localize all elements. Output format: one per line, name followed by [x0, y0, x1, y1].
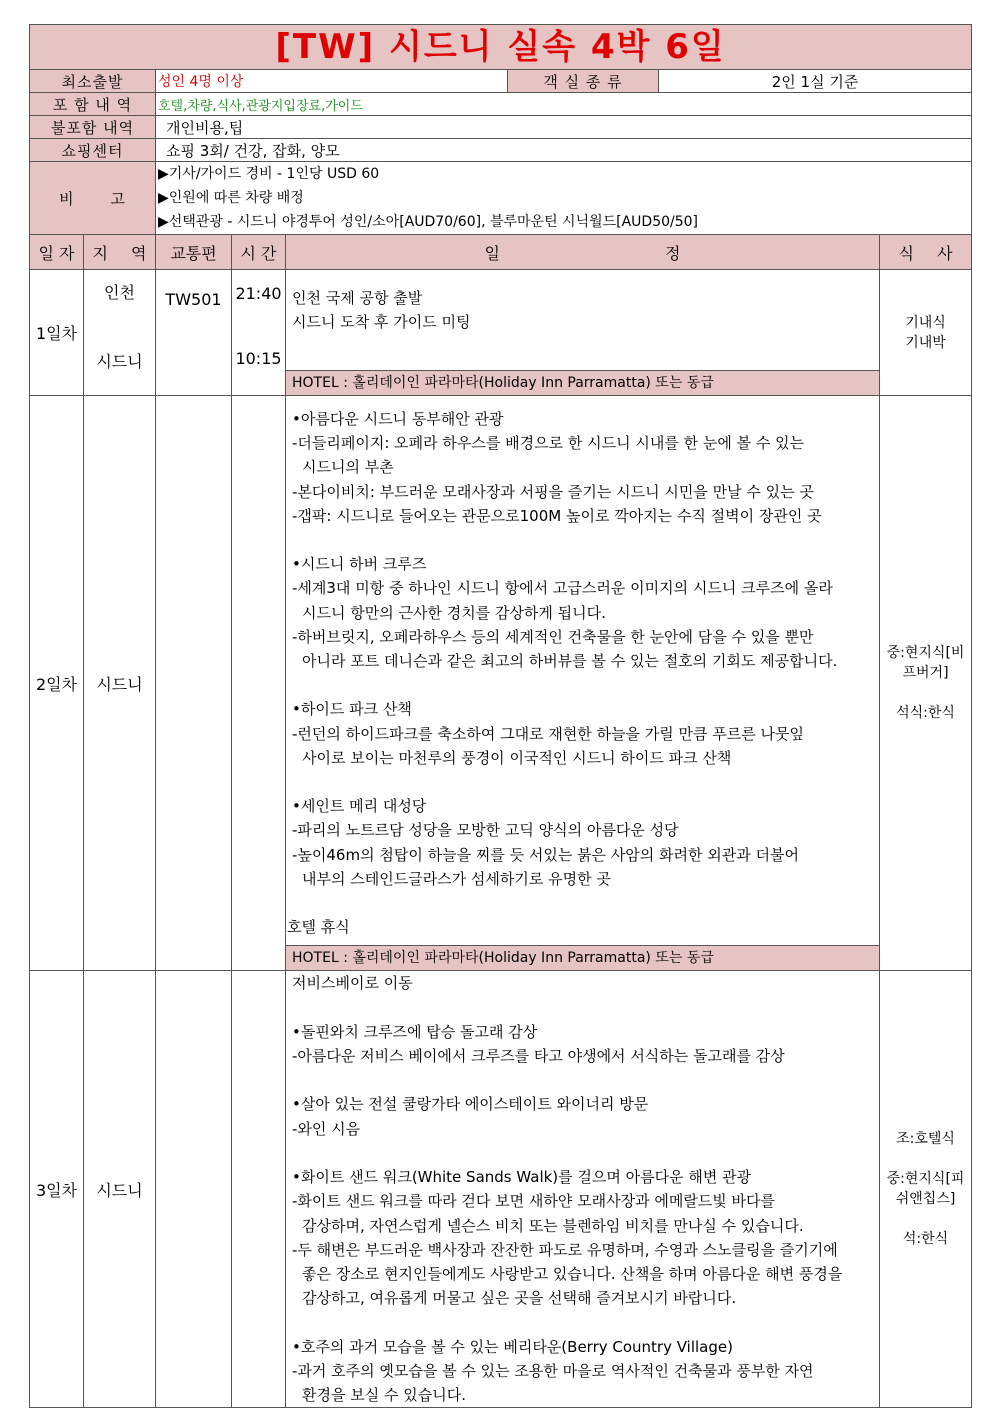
note-line: ▶선택관광 - 시드니 야경투어 성인/소아[AUD70/60], 블루마운틴 시닉월드[AUD50/50] [158, 214, 699, 230]
day-label: 2일차 [30, 396, 84, 971]
meal-text: 석식:한식 [896, 705, 955, 722]
schedule-line [286, 673, 879, 697]
included-label: 포 함 내 역 [30, 93, 156, 116]
room-type-value: 2인 1실 기준 [771, 72, 859, 91]
meal-text: 쉬앤칩스] [895, 1191, 956, 1208]
schedule-line: -높이46m의 첨탑이 하늘을 찌를 듯 서있는 붉은 사암의 화려한 외관과 더불어 [292, 845, 800, 864]
schedule-line: •호주의 과거 모습을 볼 수 있는 베리타운(Berry Country Village) [292, 1337, 733, 1356]
schedule-line: -과거 호주의 옛모습을 볼 수 있는 조용한 마을로 역사적인 건축물과 풍부한 자연 [292, 1361, 814, 1380]
schedule-line [286, 1310, 879, 1334]
schedule-line [286, 1141, 879, 1165]
meal-cell [880, 971, 972, 1408]
itinerary-table [29, 24, 972, 1408]
meal-text: 조:호텔식 [896, 1131, 955, 1148]
room-type-label: 객 실 종 류 [508, 70, 659, 92]
schedule-line: 감상하고, 여유롭게 머물고 싶은 곳을 선택해 즐겨보시기 바랍니다. [302, 1289, 737, 1308]
meal-text: 석:한식 [902, 1231, 949, 1248]
header-time: 시 간 [232, 235, 286, 270]
region-cell [84, 270, 156, 396]
hotel-line: HOTEL : 홀리데이인 파라마타(Holiday Inn Parramatta) 또는 동급 [286, 370, 879, 395]
note-line: ▶인원에 따른 차량 배정 [158, 190, 304, 206]
schedule-line: •하이드 파크 산책 [292, 700, 412, 719]
hotel-line: HOTEL : 홀리데이인 파라마타(Holiday Inn Parramatta) 또는 동급 [286, 945, 879, 970]
schedule-line: 시드니의 부촌 [302, 458, 394, 477]
schedule-cell [286, 971, 880, 1408]
time-cell [232, 396, 286, 971]
schedule-line: •돌핀와치 크루즈에 탑승 돌고래 감상 [292, 1022, 538, 1041]
note-line: ▶기사/가이드 경비 - 1인당 USD 60 [158, 166, 380, 182]
schedule-line: 호텔 휴식 [287, 918, 350, 937]
meal-text: 중:현지식[비 [886, 645, 965, 662]
excluded-label: 불포함 내역 [30, 116, 156, 139]
schedule-line: 시드니 항만의 근사한 경치를 감상하게 됩니다. [302, 603, 606, 622]
time-cell [232, 270, 286, 396]
region-name: 인천 [104, 282, 135, 302]
schedule-line: -하버브릿지, 오페라하우스 등의 세계적인 건축물을 한 눈안에 담을 수 있을 뿐만 [292, 627, 814, 646]
schedule-line: -두 해변은 부드러운 백사장과 잔잔한 파도로 유명하며, 수영과 스노클링을 즐기기에 [292, 1240, 838, 1259]
min-departure-value: 성인 4명 이상 [156, 70, 508, 93]
schedule-line: •화이트 샌드 워크(White Sands Walk)를 걸으며 아름다운 해변 관광 [292, 1168, 752, 1187]
itinerary-document [29, 24, 971, 1408]
meal-text: 기내박 [905, 334, 946, 351]
schedule-line: •살아 있는 전설 쿨랑가타 에이스테이트 와이너리 방문 [292, 1095, 649, 1114]
excluded-value: 개인비용,팁 [156, 116, 972, 139]
schedule-line: -파리의 노트르담 성당을 모방한 고딕 양식의 아름다운 성당 [292, 821, 679, 840]
schedule-cell [286, 396, 880, 971]
time-value: 21:40 [235, 283, 282, 303]
min-departure-label: 최소출발 [30, 70, 156, 93]
region-name: 시드니 [96, 351, 143, 371]
schedule-cell [286, 270, 880, 396]
schedule-line: -화이트 샌드 워크를 따라 걷다 보면 새하얀 모래사장과 에메랄드빛 바다를 [292, 1192, 776, 1211]
schedule-line: -더들리페이지: 오페라 하우스를 배경으로 한 시드니 시내를 한 눈에 볼 수 있는 [292, 434, 805, 453]
included-value: 호텔,차량,식사,관광지입장료,가이드 [156, 93, 972, 116]
schedule-line: •시드니 하버 크루즈 [292, 555, 427, 574]
schedule-line: 내부의 스테인드글라스가 섬세하기로 유명한 곳 [302, 869, 611, 888]
header-region: 지 역 [84, 235, 156, 270]
meal-text: 기내식 [905, 314, 946, 331]
meal-cell [880, 396, 972, 971]
shopping-label: 쇼핑센터 [30, 139, 156, 162]
day-row-2 [30, 396, 972, 971]
schedule-line: 시드니 도착 후 가이드 미팅 [292, 313, 471, 332]
schedule-line: 아니라 포트 데니슨과 같은 최고의 하버뷰를 볼 수 있는 절호의 기회도 제공합니다. [302, 652, 838, 671]
schedule-line: -런던의 하이드파크를 축소하여 그대로 재현한 하늘을 가릴 만큼 푸르른 나뭇잎 [292, 724, 805, 743]
meal-text: 프버거] [902, 665, 949, 682]
schedule-line: 인천 국제 공항 출발 [292, 289, 423, 307]
day-row-3 [30, 971, 972, 1408]
schedule-line: 사이로 보이는 마천루의 풍경이 이국적인 시드니 하이드 파크 산책 [302, 748, 732, 767]
meal-text: 중:현지식[피 [886, 1171, 965, 1188]
day-label: 1일차 [30, 270, 84, 396]
schedule-line: -아름다운 저비스 베이에서 크루즈를 타고 야생에서 서식하는 돌고래를 감상 [292, 1047, 785, 1066]
schedule-line [286, 770, 879, 794]
notes-label: 비 고 [30, 162, 156, 235]
schedule-line: 감상하며, 자연스럽게 넬슨스 비치 또는 블렌하임 비치를 만나실 수 있습니다. [302, 1216, 804, 1235]
schedule-line [286, 891, 879, 915]
schedule-line: •세인트 메리 대성당 [292, 797, 427, 816]
header-schedule [286, 235, 880, 270]
flight-number [156, 971, 232, 1408]
schedule-line: -와인 시음 [292, 1119, 361, 1138]
schedule-line [286, 996, 879, 1020]
time-value: 10:15 [235, 348, 282, 368]
header-transport: 교통편 [156, 235, 232, 270]
meal-cell [880, 270, 972, 396]
flight-number: TW501 [156, 270, 232, 396]
page-title: [TW] 시드니 실속 4박 6일 [30, 25, 972, 70]
region-name: 시드니 [84, 971, 156, 1408]
schedule-line: 환경을 보실 수 있습니다. [302, 1385, 466, 1404]
day-label: 3일차 [30, 971, 84, 1408]
schedule-line: 저비스베이로 이동 [292, 974, 413, 993]
time-cell [232, 971, 286, 1408]
schedule-line: •아름다운 시드니 동부해안 관광 [292, 410, 504, 428]
notes-cell [156, 162, 972, 235]
shopping-value: 쇼핑 3회/ 건강, 잡화, 양모 [156, 139, 972, 162]
flight-number [156, 396, 232, 971]
region-name: 시드니 [84, 396, 156, 971]
header-meal: 식 사 [880, 235, 972, 270]
schedule-line: -세계3대 미항 중 하나인 시드니 항에서 고급스러운 이미지의 시드니 크루즈에 올라 [292, 579, 833, 598]
schedule-line: -본다이비치: 부드러운 모래사장과 서핑을 즐기는 시드니 시민을 만날 수 있는 곳 [292, 482, 814, 501]
schedule-line [286, 1068, 879, 1092]
schedule-line [286, 528, 879, 552]
header-day: 일 자 [30, 235, 84, 270]
schedule-line: -갭팍: 시드니로 들어오는 관문으로100M 높이로 깍아지는 수직 절벽이 장관인 곳 [292, 506, 822, 525]
day-row-1 [30, 270, 972, 396]
schedule-line: 좋은 장소로 현지인들에게도 사랑받고 있습니다. 산책을 하며 아름다운 해변 풍경을 [302, 1264, 843, 1283]
header-schedule-text: 일 정 [484, 243, 681, 263]
